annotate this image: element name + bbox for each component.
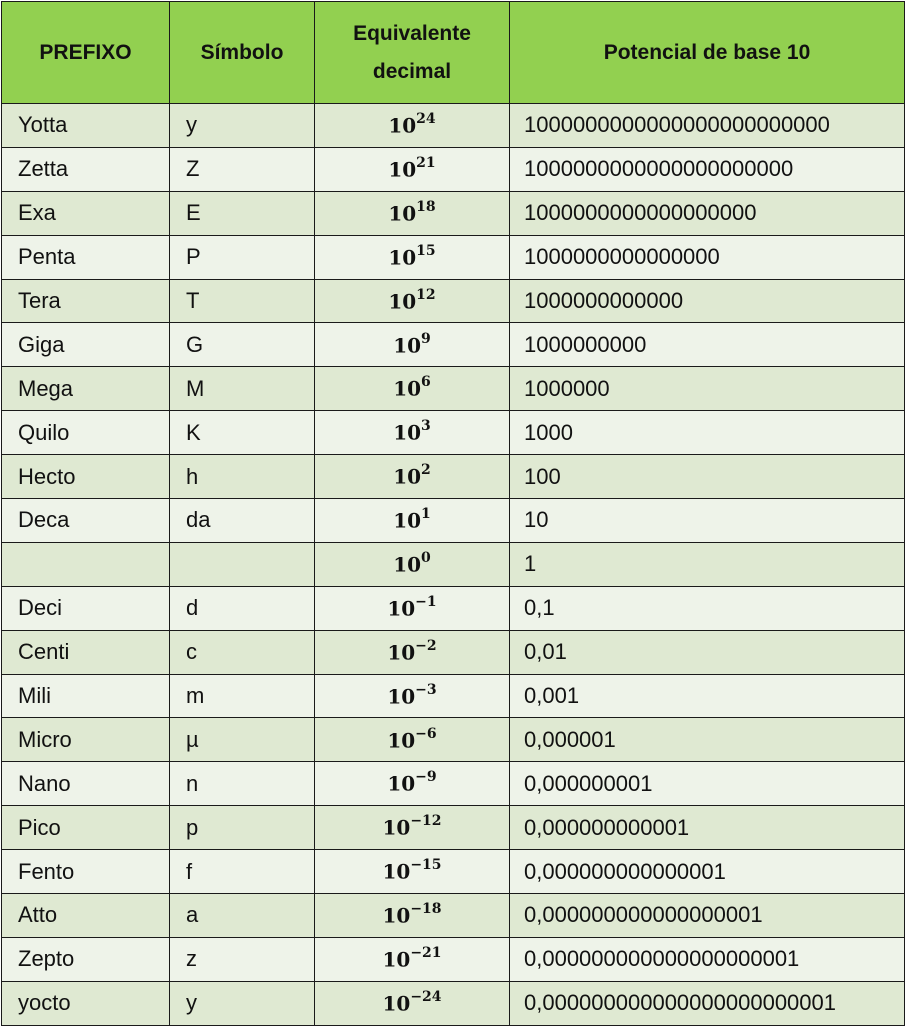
table-row — [2, 850, 905, 894]
power-cell — [315, 367, 510, 411]
power-cell — [315, 279, 510, 323]
power-exponent: −12 — [410, 813, 442, 830]
table-row — [2, 499, 905, 543]
table-row — [2, 147, 905, 191]
symbol-cell: z — [170, 937, 315, 981]
power-cell — [315, 235, 510, 279]
prefix-cell: Mega — [2, 367, 170, 411]
symbol-cell: f — [170, 850, 315, 894]
base10-value-cell: 1000000000000000 — [510, 235, 905, 279]
table-row — [2, 674, 905, 718]
prefix-cell: Atto — [2, 894, 170, 938]
power-exponent: −3 — [415, 681, 437, 698]
table-row — [2, 104, 905, 148]
power-exponent: 0 — [421, 550, 431, 567]
base10-value-cell: 1000 — [510, 411, 905, 455]
table-row — [2, 981, 905, 1025]
symbol-cell: c — [170, 630, 315, 674]
base10-value-cell: 0,000000000000000001 — [510, 894, 905, 938]
prefix-cell: Centi — [2, 630, 170, 674]
power-base: 10 — [387, 728, 416, 753]
symbol-cell: G — [170, 323, 315, 367]
header-row — [2, 2, 905, 104]
prefix-cell — [2, 542, 170, 586]
power-exponent: −15 — [410, 857, 442, 874]
base10-value-cell: 10 — [510, 499, 905, 543]
prefix-cell: Penta — [2, 235, 170, 279]
power-cell — [315, 937, 510, 981]
table-row — [2, 586, 905, 630]
symbol-cell: K — [170, 411, 315, 455]
power-cell — [315, 630, 510, 674]
symbol-cell: y — [170, 981, 315, 1025]
prefix-cell: Zepto — [2, 937, 170, 981]
header-decimal-line2: decimal — [372, 59, 452, 83]
power-exponent: 15 — [416, 242, 436, 259]
power-exponent: 18 — [416, 198, 436, 215]
symbol-cell: y — [170, 104, 315, 148]
symbol-cell: p — [170, 806, 315, 850]
power-cell — [315, 455, 510, 499]
table-row — [2, 191, 905, 235]
table-row — [2, 630, 905, 674]
header-symbol: Símbolo — [170, 2, 315, 104]
base10-value-cell: 0,000001 — [510, 718, 905, 762]
symbol-cell: a — [170, 894, 315, 938]
header-decimal — [315, 2, 510, 104]
power-cell — [315, 674, 510, 718]
base10-value-cell: 0,000000000000000000001 — [510, 937, 905, 981]
symbol-cell: E — [170, 191, 315, 235]
power-cell — [315, 718, 510, 762]
power-cell — [315, 894, 510, 938]
prefix-cell: Nano — [2, 762, 170, 806]
prefix-cell: Hecto — [2, 455, 170, 499]
table-row — [2, 806, 905, 850]
base10-value-cell: 0,001 — [510, 674, 905, 718]
base10-value-cell: 1000000 — [510, 367, 905, 411]
power-cell — [315, 762, 510, 806]
table-row — [2, 323, 905, 367]
base10-value-cell: 1 — [510, 542, 905, 586]
base10-value-cell: 1000000000000 — [510, 279, 905, 323]
header-base10: Potencial de base 10 — [510, 2, 905, 104]
power-exponent: 3 — [421, 418, 431, 435]
power-exponent: −24 — [410, 988, 442, 1005]
base10-value-cell: 1000000000000000000 — [510, 191, 905, 235]
power-cell — [315, 850, 510, 894]
prefix-cell: Zetta — [2, 147, 170, 191]
table-row — [2, 279, 905, 323]
power-exponent: 24 — [416, 111, 436, 128]
table-row — [2, 542, 905, 586]
prefix-cell: Exa — [2, 191, 170, 235]
base10-value-cell: 0,000000000001 — [510, 806, 905, 850]
base10-value-cell: 1000000000000000000000 — [510, 147, 905, 191]
base10-value-cell: 0,01 — [510, 630, 905, 674]
symbol-cell: d — [170, 586, 315, 630]
power-cell — [315, 323, 510, 367]
header-decimal-line1: Equivalente — [353, 21, 471, 45]
power-base: 10 — [387, 772, 416, 797]
table-row — [2, 235, 905, 279]
power-base: 10 — [393, 333, 422, 358]
symbol-cell: n — [170, 762, 315, 806]
power-cell — [315, 411, 510, 455]
symbol-cell: µ — [170, 718, 315, 762]
power-base: 10 — [388, 113, 417, 138]
table-row — [2, 411, 905, 455]
power-cell — [315, 586, 510, 630]
power-base: 10 — [388, 245, 417, 270]
prefix-cell: Quilo — [2, 411, 170, 455]
prefix-cell: Giga — [2, 323, 170, 367]
table-row — [2, 718, 905, 762]
symbol-cell — [170, 542, 315, 586]
power-base: 10 — [393, 552, 422, 577]
power-base: 10 — [382, 947, 411, 972]
table-row — [2, 367, 905, 411]
power-base: 10 — [382, 903, 411, 928]
table-body — [2, 104, 905, 1026]
power-cell — [315, 542, 510, 586]
power-base: 10 — [388, 157, 417, 182]
power-exponent: −9 — [415, 769, 437, 786]
symbol-cell: Z — [170, 147, 315, 191]
table-row — [2, 937, 905, 981]
header-prefix: PREFIXO — [2, 2, 170, 104]
symbol-cell: da — [170, 499, 315, 543]
power-cell — [315, 104, 510, 148]
symbol-cell: M — [170, 367, 315, 411]
prefix-cell: Tera — [2, 279, 170, 323]
base10-value-cell: 100 — [510, 455, 905, 499]
power-base: 10 — [387, 684, 416, 709]
table-row — [2, 455, 905, 499]
power-exponent: 6 — [421, 374, 431, 391]
power-base: 10 — [393, 464, 422, 489]
power-base: 10 — [382, 816, 411, 841]
power-base: 10 — [393, 508, 422, 533]
base10-value-cell: 1000000000 — [510, 323, 905, 367]
si-prefix-table — [1, 1, 905, 1026]
power-exponent: 9 — [421, 330, 431, 347]
power-cell — [315, 191, 510, 235]
prefix-cell: Deci — [2, 586, 170, 630]
prefix-cell: Mili — [2, 674, 170, 718]
power-base: 10 — [388, 201, 417, 226]
prefix-cell: Pico — [2, 806, 170, 850]
power-base: 10 — [382, 991, 411, 1016]
power-base: 10 — [387, 596, 416, 621]
prefix-cell: Micro — [2, 718, 170, 762]
table-row — [2, 762, 905, 806]
base10-value-cell: 0,1 — [510, 586, 905, 630]
symbol-cell: T — [170, 279, 315, 323]
base10-value-cell: 1000000000000000000000000 — [510, 104, 905, 148]
prefix-cell: Deca — [2, 499, 170, 543]
power-base: 10 — [393, 377, 422, 402]
power-exponent: 12 — [416, 286, 436, 303]
power-exponent: −2 — [415, 637, 437, 654]
base10-value-cell: 0,000000001 — [510, 762, 905, 806]
power-exponent: 1 — [421, 506, 431, 523]
power-exponent: −18 — [410, 901, 442, 918]
power-base: 10 — [393, 421, 422, 445]
symbol-cell: P — [170, 235, 315, 279]
symbol-cell: m — [170, 674, 315, 718]
power-exponent: −6 — [415, 725, 437, 742]
power-base: 10 — [382, 859, 411, 884]
table-row — [2, 894, 905, 938]
power-exponent: 2 — [421, 462, 431, 479]
base10-value-cell: 0,000000000000001 — [510, 850, 905, 894]
power-exponent: 21 — [416, 155, 436, 171]
prefix-cell: Yotta — [2, 104, 170, 148]
base10-value-cell: 0,000000000000000000000001 — [510, 981, 905, 1025]
prefix-cell: Fento — [2, 850, 170, 894]
power-cell — [315, 981, 510, 1025]
symbol-cell: h — [170, 455, 315, 499]
prefix-cell: yocto — [2, 981, 170, 1025]
power-exponent: −1 — [415, 593, 437, 610]
power-cell — [315, 806, 510, 850]
power-cell — [315, 147, 510, 191]
power-exponent: −21 — [410, 945, 442, 962]
power-cell — [315, 499, 510, 543]
power-base: 10 — [388, 289, 417, 314]
power-base: 10 — [387, 640, 416, 665]
